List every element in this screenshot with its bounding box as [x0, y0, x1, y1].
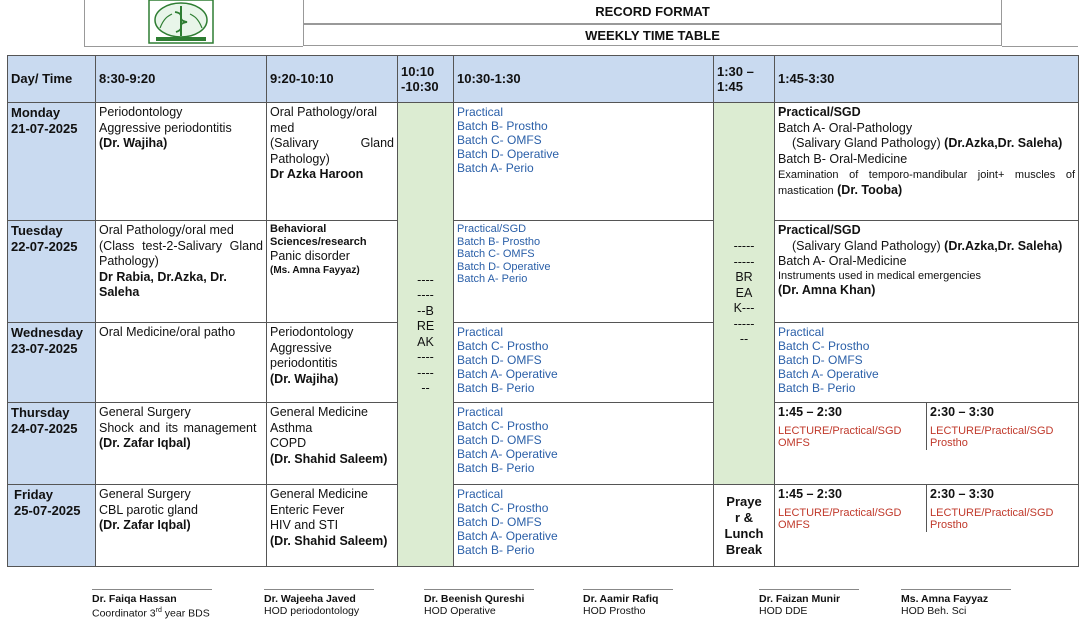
- signatory-name: Dr. Beenish Qureshi: [424, 593, 525, 605]
- batch-line: Practical: [457, 325, 504, 339]
- slot6a: [775, 485, 926, 532]
- batch-line: Batch C- OMFS: [457, 133, 542, 147]
- sub-slot-time: 2:30 – 3:30: [930, 405, 994, 419]
- day-name: Tuesday: [11, 223, 63, 238]
- topic: CBL parotic gland: [99, 502, 198, 517]
- sub-slot-time: 1:45 – 2:30: [778, 487, 842, 501]
- signature-row: [0, 589, 1080, 630]
- topic-text: Examination of temporo-mandibular joint+ muscles of mastication: [778, 169, 1075, 197]
- teacher: Dr Rabia, Dr.Azka, Dr. Saleha: [99, 269, 227, 299]
- col-slot-1: 8:30-9:20: [96, 56, 267, 103]
- topic: [778, 239, 1075, 255]
- slot4-cell: [454, 323, 714, 403]
- session-subject: OMFS: [778, 519, 810, 531]
- topic: Aggressive periodontitis: [99, 120, 232, 135]
- slot6a: [775, 403, 926, 450]
- slot4-cell: [454, 221, 714, 323]
- signature-block: [424, 589, 534, 617]
- slot6-cell: [775, 103, 1079, 221]
- batch-line: Practical/SGD: [457, 223, 527, 235]
- signatory-title: HOD periodontology: [264, 605, 360, 617]
- teacher: (Dr. Wajiha): [270, 371, 339, 386]
- batch-line: Batch C- OMFS: [457, 248, 535, 260]
- slot1-cell: [96, 103, 267, 221]
- subject: General Medicine: [270, 405, 368, 419]
- topic: Enteric Fever: [270, 502, 345, 517]
- slot6-cell: [775, 485, 1079, 567]
- subject: General Surgery: [99, 487, 191, 501]
- batch-line: Batch D- OMFS: [457, 353, 542, 367]
- batch-line: Batch A- Operative: [778, 367, 879, 381]
- batch-line: Batch C- Prostho: [457, 419, 549, 433]
- weekly-time-table-title: WEEKLY TIME TABLE: [303, 24, 1002, 46]
- batch-line: Batch D- OMFS: [778, 353, 863, 367]
- signature-line: [583, 589, 673, 591]
- slot1-cell: [96, 485, 267, 567]
- batch-line: Batch C- Prostho: [457, 339, 549, 353]
- day-date: 23-07-2025: [11, 340, 78, 356]
- topic-text: Instruments used in medical emergencies: [778, 269, 981, 282]
- slot6-cell: [775, 221, 1079, 323]
- subject: General Medicine: [270, 487, 368, 501]
- signatory-name: Dr. Wajeeha Javed: [264, 593, 356, 605]
- title-text: year BDS: [161, 607, 210, 620]
- topic: (Salivary Gland Pathology): [270, 136, 394, 166]
- batch-line: Batch B- Prostho: [457, 235, 541, 248]
- slot4-cell: [454, 403, 714, 485]
- signatory-name: Ms. Amna Fayyaz: [901, 593, 989, 605]
- slot4-cell: [454, 103, 714, 221]
- signatory-title: [92, 605, 212, 620]
- teacher: (Dr. Zafar Iqbal): [99, 436, 191, 450]
- batch-line: Practical: [778, 325, 825, 339]
- table-row: [8, 485, 1079, 567]
- topic: HIV and STI: [270, 518, 339, 532]
- batch-line: Batch D- OMFS: [457, 433, 542, 447]
- signature-block: [264, 589, 374, 617]
- topic-text: (Salivary Gland Pathology): [792, 136, 941, 150]
- batch-line: Batch B- Perio: [778, 381, 856, 395]
- day-name: Thursday: [11, 405, 70, 420]
- signature-line: [901, 589, 1011, 591]
- prayer-break-text: Praye r & Lunch Break: [724, 493, 764, 557]
- signatory-title: HOD Prostho: [583, 605, 646, 617]
- subject: General Surgery: [99, 405, 191, 419]
- teacher: (Dr.Azka,Dr. Saleha): [944, 238, 1063, 253]
- day-date: 21-07-2025: [11, 120, 78, 136]
- sub-slot-time: 2:30 – 3:30: [930, 487, 994, 501]
- college-logo-icon: [148, 0, 214, 44]
- session-type: LECTURE/Practical/SGD: [930, 424, 1054, 437]
- batch-line: Batch A- Operative: [457, 447, 558, 461]
- signatory-title: HOD Beh. Sci: [901, 605, 967, 617]
- session-type: LECTURE/Practical/SGD: [778, 506, 902, 519]
- subject: Oral Medicine/oral patho: [99, 325, 236, 339]
- slot6-split: [775, 403, 1078, 450]
- teacher: (Dr. Tooba): [837, 182, 903, 197]
- session-subject: OMFS: [778, 437, 810, 449]
- slot6-cell: [775, 323, 1079, 403]
- session-type: LECTURE/Practical/SGD: [930, 506, 1054, 519]
- slot2-cell: [267, 103, 398, 221]
- day-name: Wednesday: [11, 325, 84, 340]
- table-row: [8, 103, 1079, 221]
- slot6b: [926, 403, 1078, 450]
- batch-line: Batch A- Oral-Medicine: [778, 254, 907, 268]
- slot6b: [926, 485, 1078, 532]
- day-name: Monday: [11, 105, 61, 120]
- day-date: 22-07-2025: [11, 238, 78, 254]
- topic: Panic disorder: [270, 249, 350, 263]
- slot4-cell: [454, 485, 714, 567]
- col-slot-5: 1:30 – 1:45: [714, 56, 775, 103]
- header-row: [8, 56, 1079, 103]
- session-title: Practical/SGD: [778, 105, 861, 119]
- topic: Aggressive periodontitis: [270, 340, 338, 370]
- teacher: (Dr.Azka,Dr. Saleha): [944, 136, 1063, 150]
- session-title: Practical/SGD: [778, 223, 861, 237]
- batch-line: Batch B- Perio: [457, 461, 535, 475]
- col-slot-2: 9:20-10:10: [267, 56, 398, 103]
- teacher: (Dr. Amna Khan): [778, 282, 876, 297]
- teacher: Dr Azka Haroon: [270, 167, 364, 181]
- batch-line: Practical: [457, 105, 504, 119]
- batch-line: Batch A- Perio: [457, 273, 528, 285]
- batch-line: Batch A- Oral-Pathology: [778, 120, 913, 135]
- slot1-cell: [96, 221, 267, 323]
- slot2-cell: [267, 485, 398, 567]
- table-row: [8, 221, 1079, 323]
- day-name: Friday: [14, 487, 54, 502]
- batch-line: Practical: [457, 487, 504, 501]
- subject: Oral Pathology/oral med: [270, 105, 378, 135]
- batch-line: Batch A- Operative: [457, 529, 558, 543]
- day-cell: [8, 323, 96, 403]
- batch-line: Batch B- Perio: [457, 543, 535, 557]
- signature-line: [759, 589, 859, 591]
- signatory-title: HOD Operative: [424, 605, 496, 617]
- signatory-name: Dr. Faizan Munir: [759, 593, 841, 605]
- batch-line: Batch C- Prostho: [457, 501, 549, 515]
- slot1-cell: [96, 323, 267, 403]
- teacher: (Dr. Wajiha): [99, 136, 168, 150]
- signature-block: [759, 589, 859, 617]
- break-2-cell: [714, 103, 775, 485]
- slot2-cell: [267, 323, 398, 403]
- session-subject: Prostho: [930, 437, 968, 449]
- signature-block: [583, 589, 673, 617]
- day-cell: [8, 485, 96, 567]
- batch-line: Batch A- Operative: [457, 367, 558, 381]
- teacher: (Ms. Amna Fayyaz): [270, 264, 360, 276]
- subject: Behavioral Sciences/research: [270, 223, 367, 248]
- signature-line: [424, 589, 534, 591]
- signature-block: [92, 589, 212, 620]
- batch-line: Batch D- Operative: [457, 147, 560, 161]
- break-1-text: ---- ---- --B RE AK ---- ---- --: [416, 272, 435, 395]
- day-date: 24-07-2025: [11, 420, 78, 436]
- signature-line: [264, 589, 374, 591]
- batch-line: Batch D- Operative: [457, 260, 551, 273]
- batch-line: Batch C- Prostho: [778, 339, 870, 353]
- signature-block: [901, 589, 1011, 617]
- table-row: [8, 403, 1079, 485]
- topic: [778, 136, 1075, 152]
- session-subject: Prostho: [930, 519, 968, 531]
- signatory-title: HOD DDE: [759, 605, 808, 617]
- day-cell: [8, 103, 96, 221]
- col-slot-6: 1:45-3:30: [775, 56, 1079, 103]
- subject: Oral Pathology/oral med: [99, 223, 234, 237]
- table-row: [8, 323, 1079, 403]
- slot2-cell: [267, 221, 398, 323]
- break-1-cell: [398, 103, 454, 567]
- signatory-name: Dr. Faiqa Hassan: [92, 593, 177, 605]
- slot2-cell: [267, 403, 398, 485]
- col-day-time: Day/ Time: [8, 56, 96, 103]
- batch-line: Batch B- Prostho: [457, 119, 548, 133]
- timetable: [7, 55, 1079, 567]
- signatory-name: Dr. Aamir Rafiq: [583, 593, 659, 605]
- title-sup: rd: [155, 607, 162, 614]
- topic: Shock and its management: [99, 420, 257, 435]
- prayer-break-cell: [714, 485, 775, 567]
- slot6-split: [775, 485, 1078, 532]
- sub-slot-time: 1:45 – 2:30: [778, 405, 842, 419]
- col-slot-4: 10:30-1:30: [454, 56, 714, 103]
- col-slot-3: 10:10 -10:30: [398, 56, 454, 103]
- record-format-title: RECORD FORMAT: [303, 0, 1002, 24]
- header-right-cell: [1002, 0, 1078, 47]
- break-2-text: ----- ----- BR EA K--- ----- --: [733, 239, 755, 347]
- day-cell: [8, 221, 96, 323]
- slot6-cell: [775, 403, 1079, 485]
- day-date: 25-07-2025: [14, 502, 81, 518]
- teacher: (Dr. Shahid Saleem): [270, 533, 388, 548]
- teacher: (Dr. Shahid Saleem): [270, 451, 388, 466]
- batch-line: Batch A- Perio: [457, 161, 534, 175]
- batch-line: Batch D- OMFS: [457, 515, 542, 529]
- topic: COPD: [270, 436, 307, 450]
- topic-text: (Salivary Gland Pathology): [792, 238, 941, 253]
- batch-line: Batch B- Oral-Medicine: [778, 151, 908, 166]
- slot1-cell: [96, 403, 267, 485]
- day-cell: [8, 403, 96, 485]
- topic: Asthma: [270, 420, 313, 435]
- topic: [778, 167, 1075, 198]
- batch-line: Practical: [457, 405, 504, 419]
- title-text: Coordinator 3: [92, 607, 156, 620]
- topic: (Class test-2-Salivary Gland Pathology): [99, 238, 263, 268]
- signature-line: [92, 589, 212, 591]
- subject: Periodontology: [270, 325, 354, 339]
- batch-line: Batch B- Perio: [457, 381, 535, 395]
- subject: Periodontology: [99, 105, 183, 119]
- teacher: (Dr. Zafar Iqbal): [99, 518, 191, 532]
- session-type: LECTURE/Practical/SGD: [778, 424, 902, 437]
